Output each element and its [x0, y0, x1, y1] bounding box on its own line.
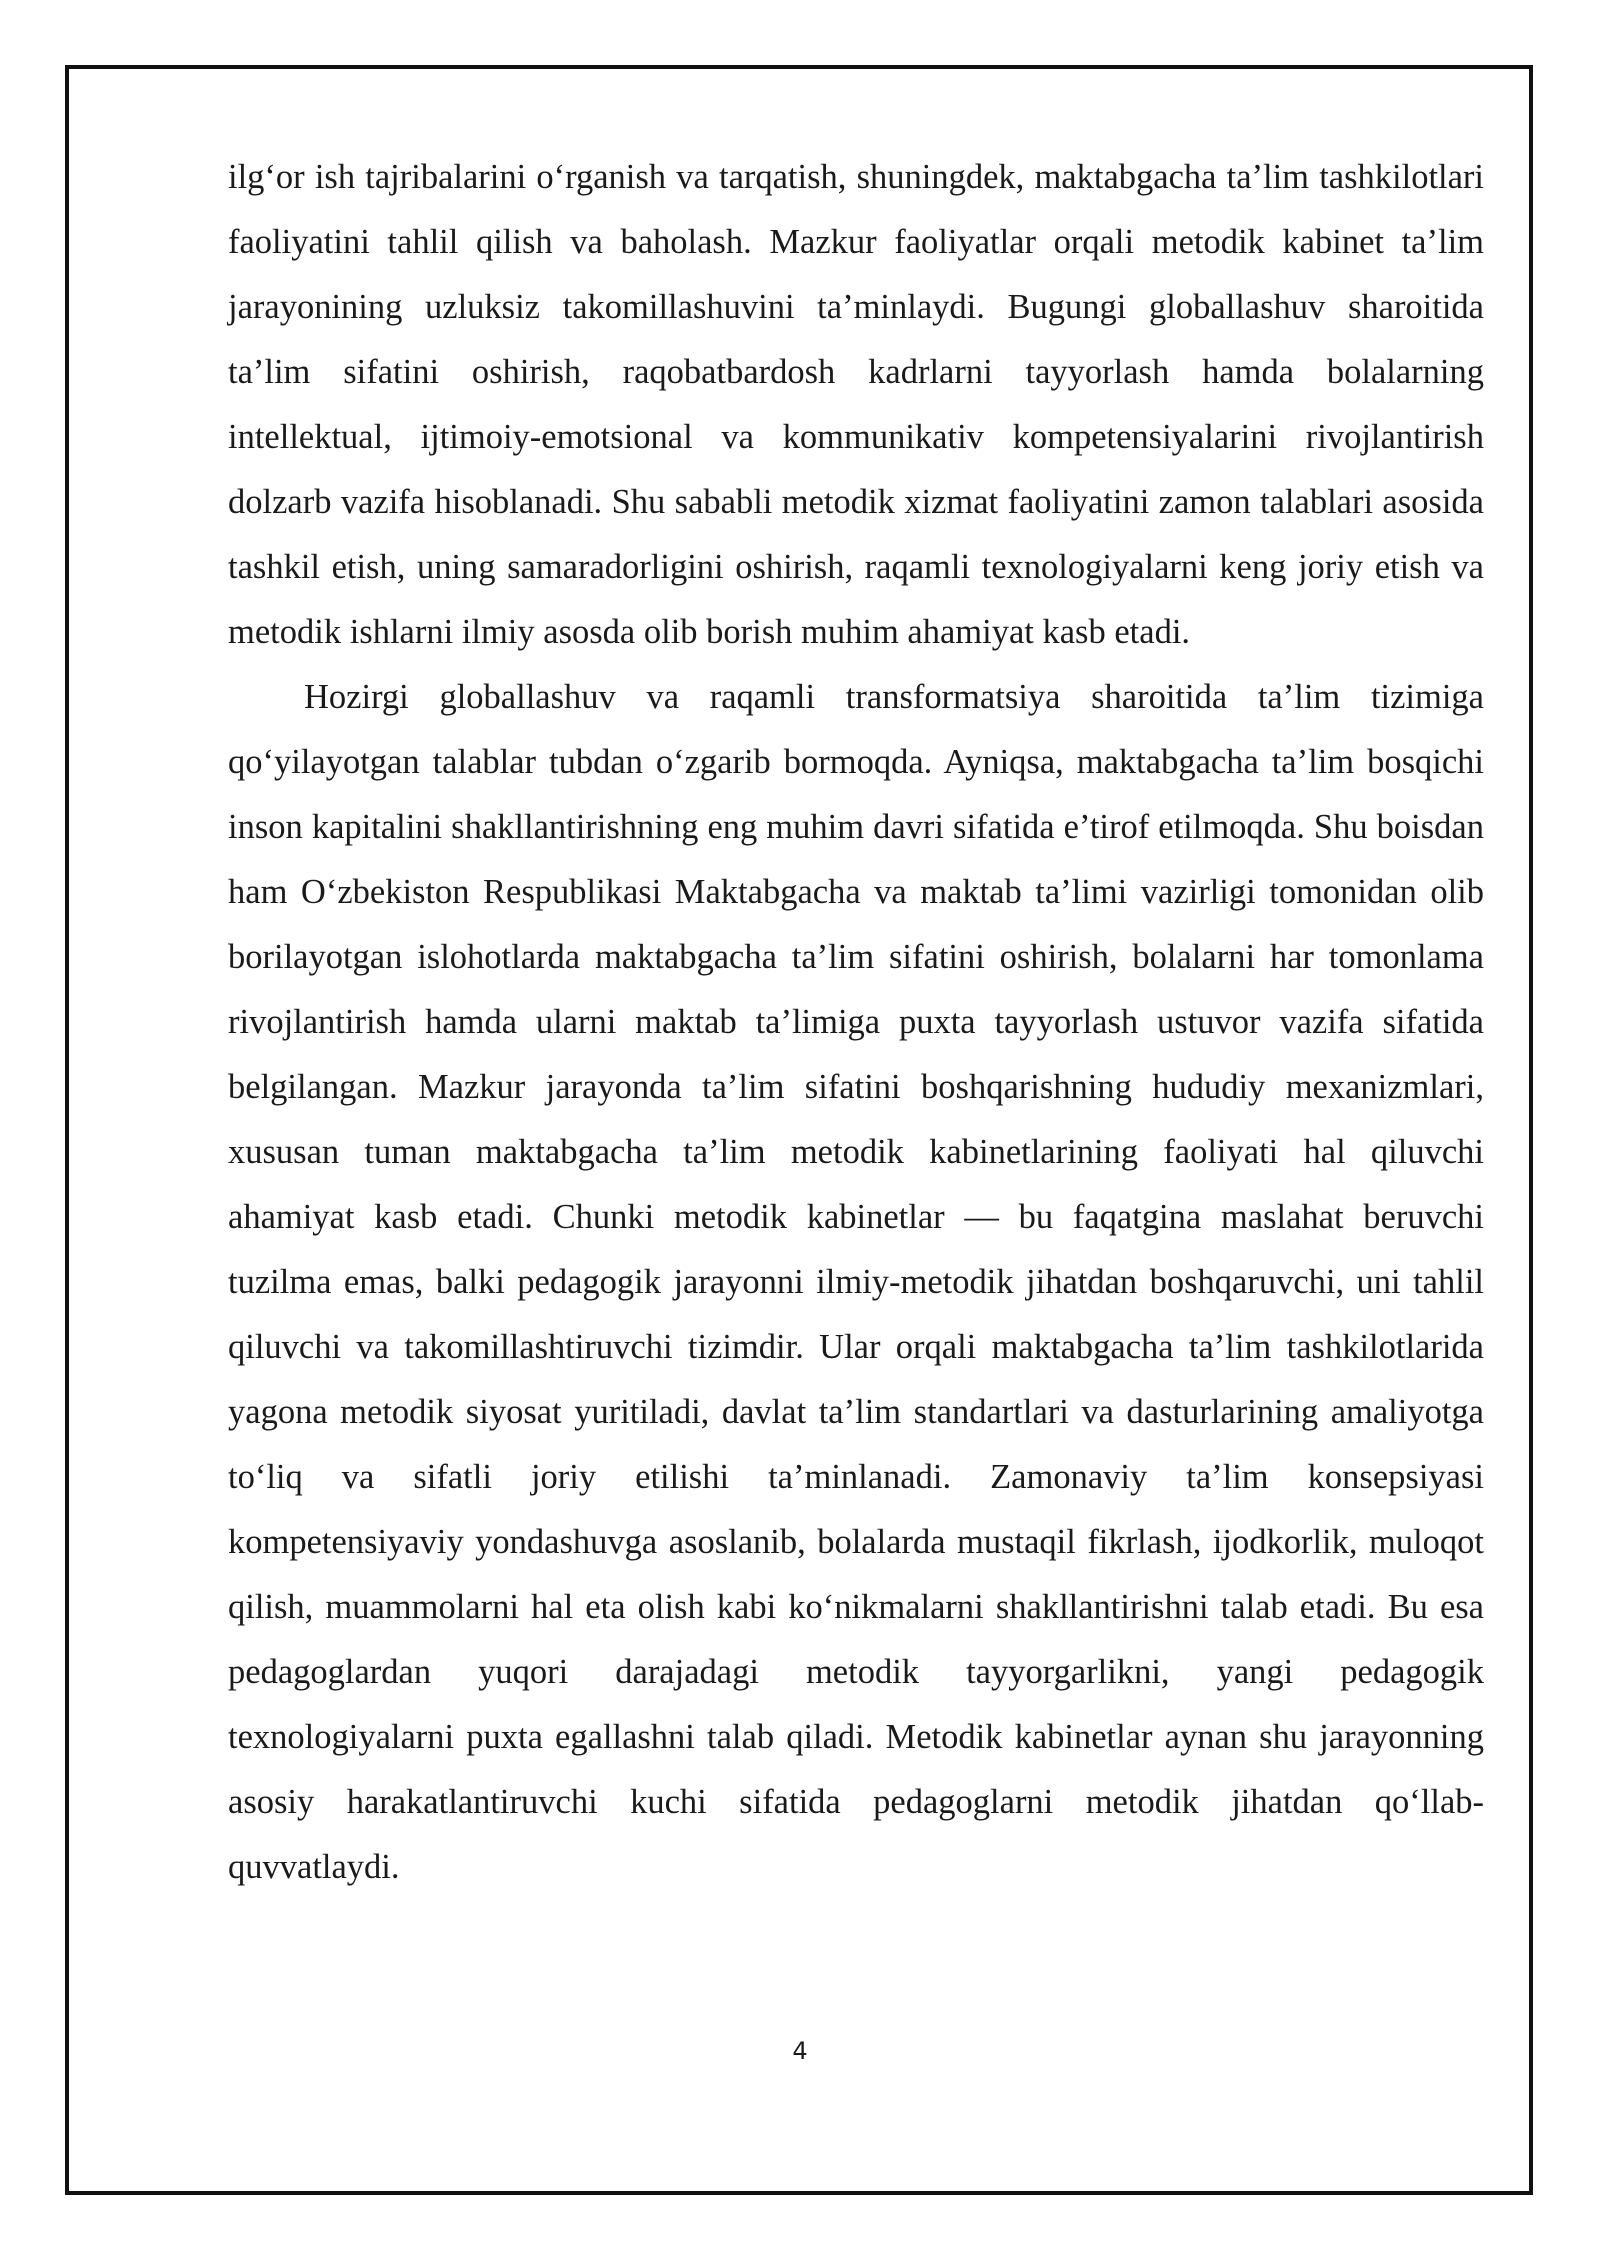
page-number: 4: [792, 2037, 808, 2065]
document-body: [228, 145, 1484, 1900]
paragraph-continuation: ilg‘or ish tajribalarini o‘rganish va tarqatish, shuningdek, maktabgacha ta’lim tashkilotlari faoliyatini tahlil qilish va baholash. Mazkur faoliyatlar orqali metodik kabinet ta’lim jarayonining uzluksiz takomillashuvini ta’minlaydi. Bugungi globallashuv sharoitida ta’lim sifatini oshirish, raqobatbardosh kadrlarni tayyorlash hamda bolalarning intellektual, ijtimoiy-emotsional va kommunikativ kompetensiyalarini rivojlantirish dolzarb vazifa hisoblanadi. Shu sababli metodik xizmat faoliyatini zamon talablari asosida tashkil etish, uning samaradorligini oshirish, raqamli texnologiyalarni keng joriy etish va metodik ishlarni ilmiy asosda olib borish muhim ahamiyat kasb etadi.: [228, 158, 1484, 651]
paragraph-main: Hozirgi globallashuv va raqamli transformatsiya sharoitida ta’lim tizimiga qo‘yilayotgan talablar tubdan o‘zgarib bormoqda. Ayniqsa, maktabgacha ta’lim bosqichi inson kapitalini shakllantirishning eng muhim davri sifatida e’tirof etilmoqda. Shu boisdan ham O‘zbekiston Respublikasi Maktabgacha va maktab ta’limi vazirligi tomonidan olib borilayotgan islohotlarda maktabgacha ta’lim sifatini oshirish, bolalarni har tomonlama rivojlantirish hamda ularni maktab ta’limiga puxta tayyorlash ustuvor vazifa sifatida belgilangan. Mazkur jarayonda ta’lim sifatini boshqarishning hududiy mexanizmlari, xususan tuman maktabgacha ta’lim metodik kabinetlarining faoliyati hal qiluvchi ahamiyat kasb etadi. Chunki metodik kabinetlar — bu faqatgina maslahat beruvchi tuzilma emas, balki pedagogik jarayonni ilmiy-metodik jihatdan boshqaruvchi, uni tahlil qiluvchi va takomillashtiruvchi tizimdir. Ular orqali maktabgacha ta’lim tashkilotlarida yagona metodik siyosat yuritiladi, davlat ta’lim standartlari va dasturlarining amaliyotga to‘liq va sifatli joriy etilishi ta’minlanadi. Zamonaviy ta’lim konsepsiyasi kompetensiyaviy yondashuvga asoslanib, bolalarda mustaqil fikrlash, ijodkorlik, muloqot qilish, muammolarni hal eta olish kabi ko‘nikmalarni shakllantirishni talab etadi. Bu esa pedagoglardan yuqori darajadagi metodik tayyorgarlikni, yangi pedagogik texnologiyalarni puxta egallashni talab qiladi. Metodik kabinetlar aynan shu jarayonning asosiy harakatlantiruvchi kuchi sifatida pedagoglarni metodik jihatdan qo‘llab-quvvatlaydi.: [228, 678, 1484, 1886]
